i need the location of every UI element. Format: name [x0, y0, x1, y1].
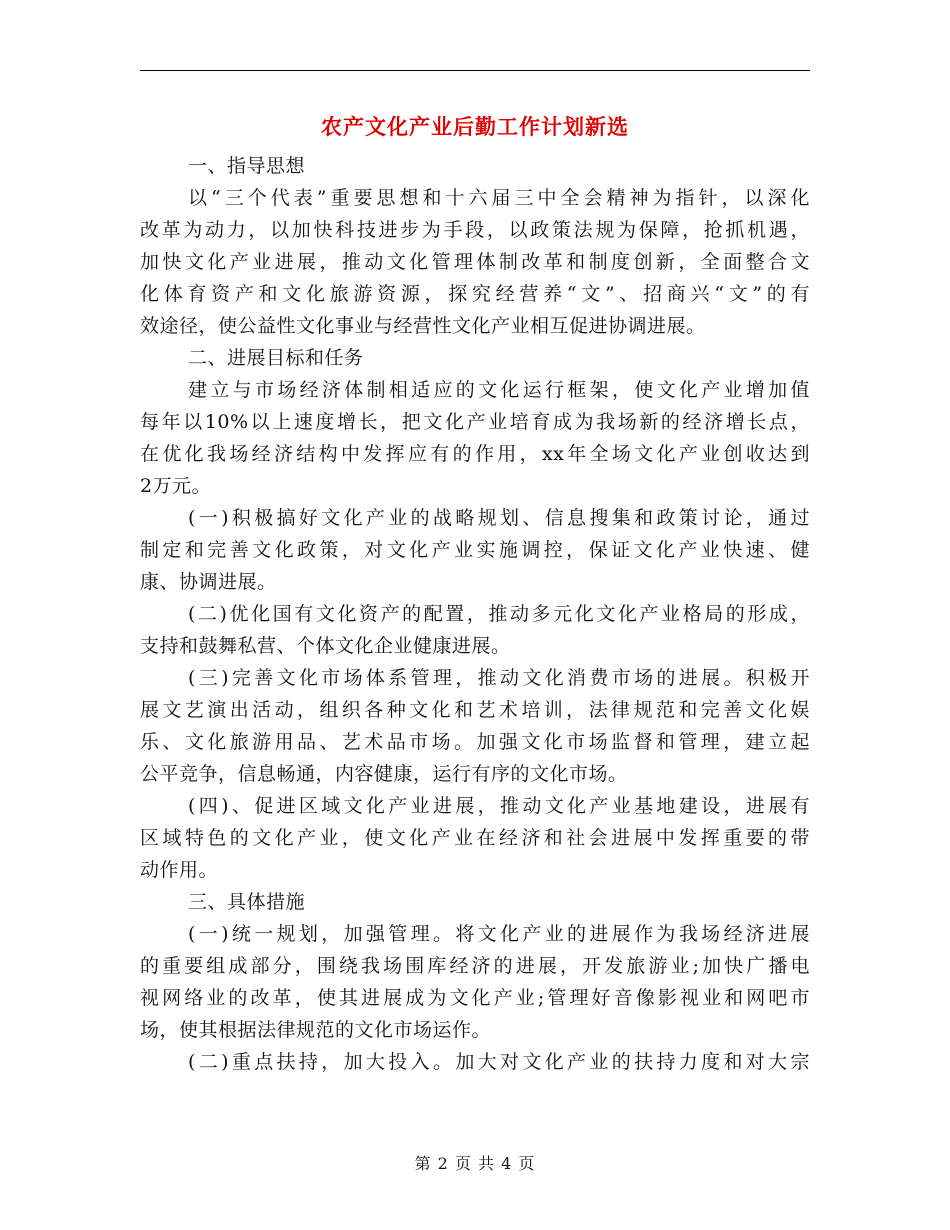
paragraph-line: (一)统一规划，加强管理。将文化产业的进展作为我场经济进展 — [188, 923, 810, 945]
paragraph-line: 场，使其根据法律规范的文化市场运作。 — [140, 1019, 492, 1041]
paragraph-line: 每年以10%以上速度增长，把文化产业培育成为我场新的经济增长点， — [140, 411, 810, 433]
paragraph-line: 区域特色的文化产业，使文化产业在经济和社会进展中发挥重要的带 — [140, 827, 810, 849]
paragraph-line: 的重要组成部分，围绕我场围库经济的进展，开发旅游业;加快广播电 — [140, 955, 810, 977]
paragraph-line: 建立与市场经济体制相适应的文化运行框架，使文化产业增加值 — [188, 379, 810, 401]
paragraph-line: 改革为动力，以加快科技进步为手段，以政策法规为保障，抢抓机遇， — [140, 219, 810, 241]
paragraph-line: 康、协调进展。 — [140, 571, 277, 593]
paragraph-line: (一)积极搞好文化产业的战略规划、信息搜集和政策讨论，通过 — [188, 507, 810, 529]
document-title: 农产文化产业后勤工作计划新选 — [321, 115, 629, 139]
section-heading: 二、进展目标和任务 — [188, 347, 364, 369]
document-body — [140, 150, 810, 1078]
paragraph-line: 视网络业的改革，使其进展成为文化产业;管理好音像影视业和网吧市 — [140, 987, 810, 1009]
paragraph-line: (四)、促进区域文化产业进展，推动文化产业基地建设，进展有 — [188, 795, 810, 817]
section-heading: 三、具体措施 — [188, 891, 306, 913]
paragraph-line: (二)优化国有文化资产的配置，推动多元化文化产业格局的形成， — [188, 603, 810, 625]
paragraph-line: 展文艺演出活动，组织各种文化和艺术培训，法律规范和完善文化娱 — [140, 699, 810, 721]
paragraph-line: 乐、文化旅游用品、艺术品市场。加强文化市场监督和管理，建立起 — [140, 731, 810, 753]
paragraph-line: 动作用。 — [140, 859, 219, 881]
paragraph-line: 化体育资产和文化旅游资源，探究经营养“文”、招商兴“文”的有 — [140, 283, 810, 305]
paragraph-line: 公平竞争，信息畅通，内容健康，运行有序的文化市场。 — [140, 763, 628, 785]
paragraph-line: 效途径，使公益性文化事业与经营性文化产业相互促进协调进展。 — [140, 315, 706, 337]
paragraph-line: (三)完善文化市场体系管理，推动文化消费市场的进展。积极开 — [188, 667, 810, 689]
page-number-label: 第 2 页 共 4 页 — [414, 1154, 536, 1173]
paragraph-line: 以“三个代表”重要思想和十六届三中全会精神为指针，以深化 — [188, 187, 810, 209]
paragraph-line: 在优化我场经济结构中发挥应有的作用，xx年全场文化产业创收达到 — [140, 443, 810, 465]
page-footer — [0, 1152, 950, 1176]
paragraph-line: 2万元。 — [140, 475, 212, 497]
section-heading: 一、指导思想 — [188, 155, 306, 177]
paragraph-line: 制定和完善文化政策，对文化产业实施调控，保证文化产业快速、健 — [140, 539, 810, 561]
paragraph-line: 加快文化产业进展，推动文化管理体制改革和制度创新，全面整合文 — [140, 251, 810, 273]
paragraph-line: 支持和鼓舞私营、个体文化企业健康进展。 — [140, 635, 511, 657]
header-rule — [140, 70, 810, 71]
paragraph-line: (二)重点扶持，加大投入。加大对文化产业的扶持力度和对大宗 — [188, 1051, 810, 1073]
